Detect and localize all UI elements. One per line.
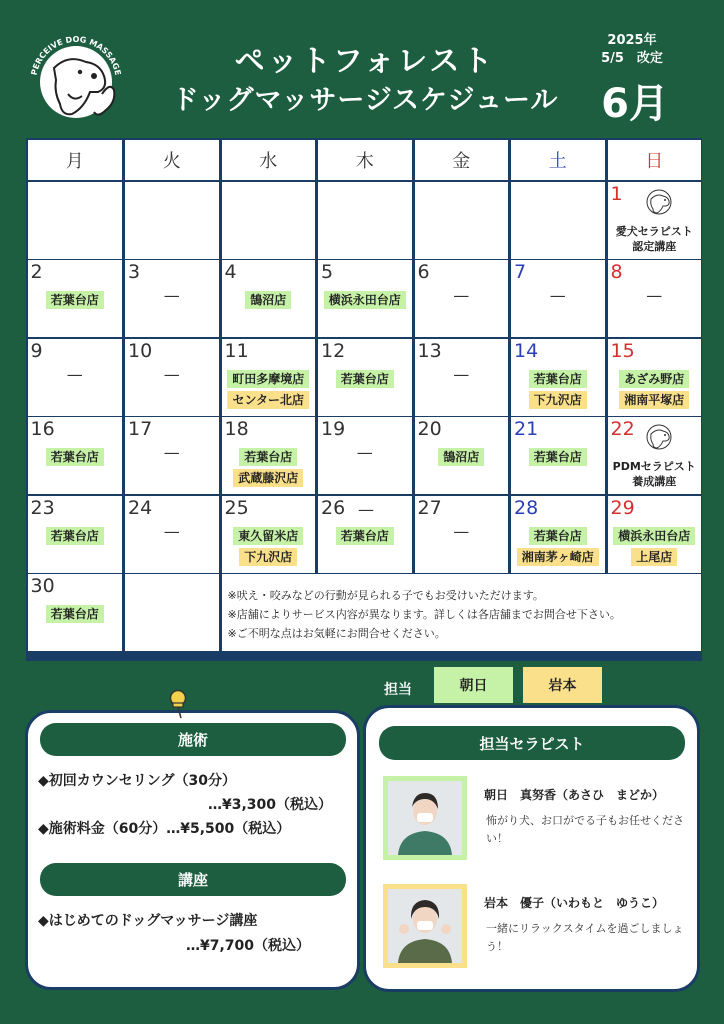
- revision-date: 5/5 改定: [601, 51, 663, 66]
- calendar-day-cell: [222, 496, 316, 573]
- day-number: 3: [128, 261, 141, 283]
- calendar-day-cell: [511, 496, 605, 573]
- day-number: 2: [30, 261, 43, 283]
- event-label: 養成講座: [632, 475, 677, 488]
- store-tag-iwamoto: 湘南茅ヶ崎店: [517, 548, 599, 566]
- day-number: 5: [321, 261, 334, 283]
- day-number: 10: [128, 339, 153, 362]
- day-number: 22: [610, 418, 635, 440]
- calendar-day-cell: [28, 339, 123, 416]
- dog-massage-logo-icon: [642, 422, 676, 452]
- treatment-heading: 施術: [40, 723, 346, 756]
- calendar-day-cell: [28, 260, 123, 337]
- store-tag-iwamoto: センター北店: [227, 391, 309, 409]
- dog-massage-logo-icon: [642, 187, 676, 217]
- calendar-day-cell: [608, 260, 702, 337]
- store-tag-iwamoto: 下九沢店: [239, 548, 297, 566]
- store-tag-iwamoto: 湘南平塚店: [619, 391, 689, 409]
- course-price: …¥7,700（税込）: [186, 938, 311, 954]
- course-heading: 講座: [40, 863, 346, 896]
- calendar-day-cell: [28, 496, 123, 573]
- pushpin-icon: [167, 689, 189, 719]
- store-tag-asahi: 若葉台店: [46, 605, 104, 623]
- store-tag-asahi: 鵠沼店: [245, 291, 291, 309]
- store-tag-asahi: 若葉台店: [46, 448, 104, 466]
- shop-title: ペットフォレスト: [234, 44, 496, 79]
- therapist-message-asahi: 怖がり犬、お口がでる子もお任せください！: [486, 814, 684, 845]
- day-number: 26: [321, 496, 346, 519]
- no-schedule-dash: —: [358, 499, 374, 519]
- day-number: 4: [224, 261, 237, 283]
- calendar-day-cell: [318, 182, 412, 259]
- perceive-dog-massage-logo: [24, 32, 128, 132]
- weekday-header: 木: [318, 140, 412, 181]
- person-icon: [388, 889, 462, 963]
- weekday-header: 水: [222, 140, 316, 181]
- course-item: ◆はじめてのドッグマッサージ講座: [38, 913, 258, 929]
- day-number: 9: [30, 339, 43, 362]
- store-tag-asahi: 若葉台店: [46, 291, 104, 309]
- no-schedule-dash: —: [453, 364, 470, 384]
- pricing-panel: [25, 710, 360, 990]
- weekday-header: 土: [511, 140, 605, 181]
- day-number: 20: [417, 418, 442, 440]
- calendar-day-cell: [222, 339, 316, 416]
- calendar-day-cell: [608, 339, 702, 416]
- no-schedule-dash: —: [163, 521, 180, 541]
- event-label: 認定講座: [632, 239, 677, 253]
- store-tag-asahi: 若葉台店: [46, 527, 104, 545]
- no-schedule-dash: —: [453, 286, 470, 305]
- day-number: 19: [321, 418, 346, 440]
- calendar-day-cell: [415, 496, 509, 573]
- calendar-day-cell: [318, 417, 412, 494]
- store-tag-asahi: 若葉台店: [529, 527, 587, 545]
- svg-text:PERCEIVE DOG MASSAGE: PERCEIVE DOG MASSAGE: [29, 34, 123, 77]
- calendar-day-cell: [28, 182, 123, 259]
- therapist-name-asahi: 朝日 真努香（あさひ まどか）: [484, 788, 665, 802]
- day-number: 24: [128, 496, 153, 519]
- therapist-message-iwamoto: 一緒にリラックスタイムを過ごしましょう！: [486, 922, 684, 953]
- staff-legend-asahi: 朝日: [434, 667, 513, 703]
- note-line: ※ご不明な点はお気軽にお問合せください。: [227, 627, 446, 640]
- event-label: PDMセラピスト: [612, 460, 696, 473]
- store-tag-asahi: 横浜永田台店: [613, 527, 695, 545]
- weekday-header: 火: [125, 140, 219, 181]
- calendar-day-cell: [511, 417, 605, 494]
- day-number: 23: [30, 496, 55, 519]
- staff-legend-label: 担当: [384, 682, 412, 698]
- no-schedule-dash: —: [453, 521, 470, 541]
- day-number: 11: [224, 339, 249, 362]
- store-tag-asahi: 若葉台店: [529, 448, 587, 466]
- therapist-photo-iwamoto: [383, 884, 467, 968]
- store-tag-iwamoto: 武蔵藤沢店: [233, 469, 303, 487]
- no-schedule-dash: —: [66, 364, 83, 384]
- day-number: 1: [610, 182, 623, 205]
- day-number: 27: [417, 496, 442, 519]
- calendar-day-cell: [125, 496, 219, 573]
- calendar-day-cell: [415, 260, 509, 337]
- day-number: 21: [514, 418, 539, 440]
- calendar-day-cell: [28, 417, 123, 494]
- calendar-day-cell: [318, 339, 412, 416]
- weekday-header: 日: [608, 140, 702, 181]
- revision-year: 2025年: [607, 33, 657, 48]
- day-number: 7: [514, 261, 527, 283]
- day-number: 16: [30, 418, 55, 440]
- month-label: 6月: [601, 81, 669, 127]
- calendar-day-cell: [28, 574, 123, 651]
- calendar-day-cell: [511, 182, 605, 259]
- revision-info: [592, 32, 672, 68]
- calendar-day-cell: [125, 417, 219, 494]
- day-number: 17: [128, 418, 153, 440]
- store-tag-asahi: 若葉台店: [336, 527, 394, 545]
- store-tag-asahi: 若葉台店: [239, 448, 297, 466]
- note-line: ※店舗によりサービス内容が異なります。詳しくは各店舗までお問合せ下さい。: [227, 608, 621, 621]
- no-schedule-dash: —: [549, 286, 566, 305]
- therapists-panel: [363, 705, 700, 992]
- note-line: ※吠え・咬みなどの行動が見られる子でもお受けいただけます。: [227, 589, 544, 602]
- store-tag-asahi: 東久留米店: [233, 527, 303, 545]
- day-number: 15: [610, 339, 635, 362]
- store-tag-iwamoto: 上尾店: [631, 548, 677, 566]
- no-schedule-dash: —: [163, 443, 180, 462]
- calendar-day-cell: [125, 260, 219, 337]
- calendar-day-cell: [608, 496, 702, 573]
- no-schedule-dash: —: [163, 286, 180, 305]
- calendar-day-cell: [608, 417, 702, 494]
- calendar-day-cell: [415, 182, 509, 259]
- no-schedule-dash: —: [646, 286, 663, 305]
- calendar-day-cell: [511, 260, 605, 337]
- day-number: 29: [610, 496, 635, 519]
- calendar-day-cell: [222, 417, 316, 494]
- day-number: 25: [224, 496, 249, 519]
- weekday-header: 金: [415, 140, 509, 181]
- day-number: 6: [417, 261, 430, 283]
- day-number: 12: [321, 339, 346, 362]
- day-number: 13: [417, 339, 442, 362]
- calendar-day-cell: [318, 260, 412, 337]
- store-tag-asahi: あざみ野店: [619, 370, 689, 388]
- day-number: 8: [610, 261, 623, 283]
- event-label: 愛犬セラピスト: [615, 224, 693, 238]
- notes-cell: [222, 574, 702, 651]
- store-tag-asahi: 鵠沼店: [438, 448, 484, 466]
- counseling-item: ◆初回カウンセリング（30分）: [38, 773, 236, 789]
- calendar-day-cell: [608, 182, 702, 259]
- day-number: 14: [514, 339, 539, 362]
- store-tag-asahi: 町田多摩境店: [227, 370, 309, 388]
- calendar-day-cell: [511, 339, 605, 416]
- therapist-photo-asahi: [383, 776, 467, 860]
- calendar-day-cell: [125, 339, 219, 416]
- person-icon: [388, 781, 462, 855]
- calendar-day-cell: [222, 260, 316, 337]
- calendar-grid: [26, 138, 702, 661]
- day-number: 30: [30, 575, 55, 597]
- no-schedule-dash: —: [356, 443, 373, 462]
- store-tag-iwamoto: 下九沢店: [529, 391, 587, 409]
- day-number: 28: [514, 496, 539, 519]
- therapists-heading: 担当セラピスト: [379, 726, 685, 760]
- calendar-day-cell: [415, 339, 509, 416]
- store-tag-asahi: 若葉台店: [529, 370, 587, 388]
- schedule-title: ドッグマッサージスケジュール: [171, 85, 559, 116]
- calendar-day-cell: [222, 182, 316, 259]
- calendar-day-cell: [415, 417, 509, 494]
- calendar-day-cell: [125, 182, 219, 259]
- calendar-empty-cell: [125, 574, 219, 651]
- calendar-day-cell: [318, 496, 412, 573]
- therapist-name-iwamoto: 岩本 優子（いわもと ゆうこ）: [484, 896, 665, 910]
- store-tag-asahi: 横浜永田台店: [324, 291, 406, 309]
- weekday-header: 月: [28, 140, 123, 181]
- notes-list: [228, 586, 621, 643]
- counseling-price: …¥3,300（税込）: [208, 797, 333, 813]
- store-tag-asahi: 若葉台店: [336, 370, 394, 388]
- treatment-fee-item: ◆施術料金（60分）…¥5,500（税込）: [38, 821, 291, 837]
- day-number: 18: [224, 418, 249, 440]
- no-schedule-dash: —: [163, 364, 180, 384]
- staff-legend-iwamoto: 岩本: [523, 667, 602, 703]
